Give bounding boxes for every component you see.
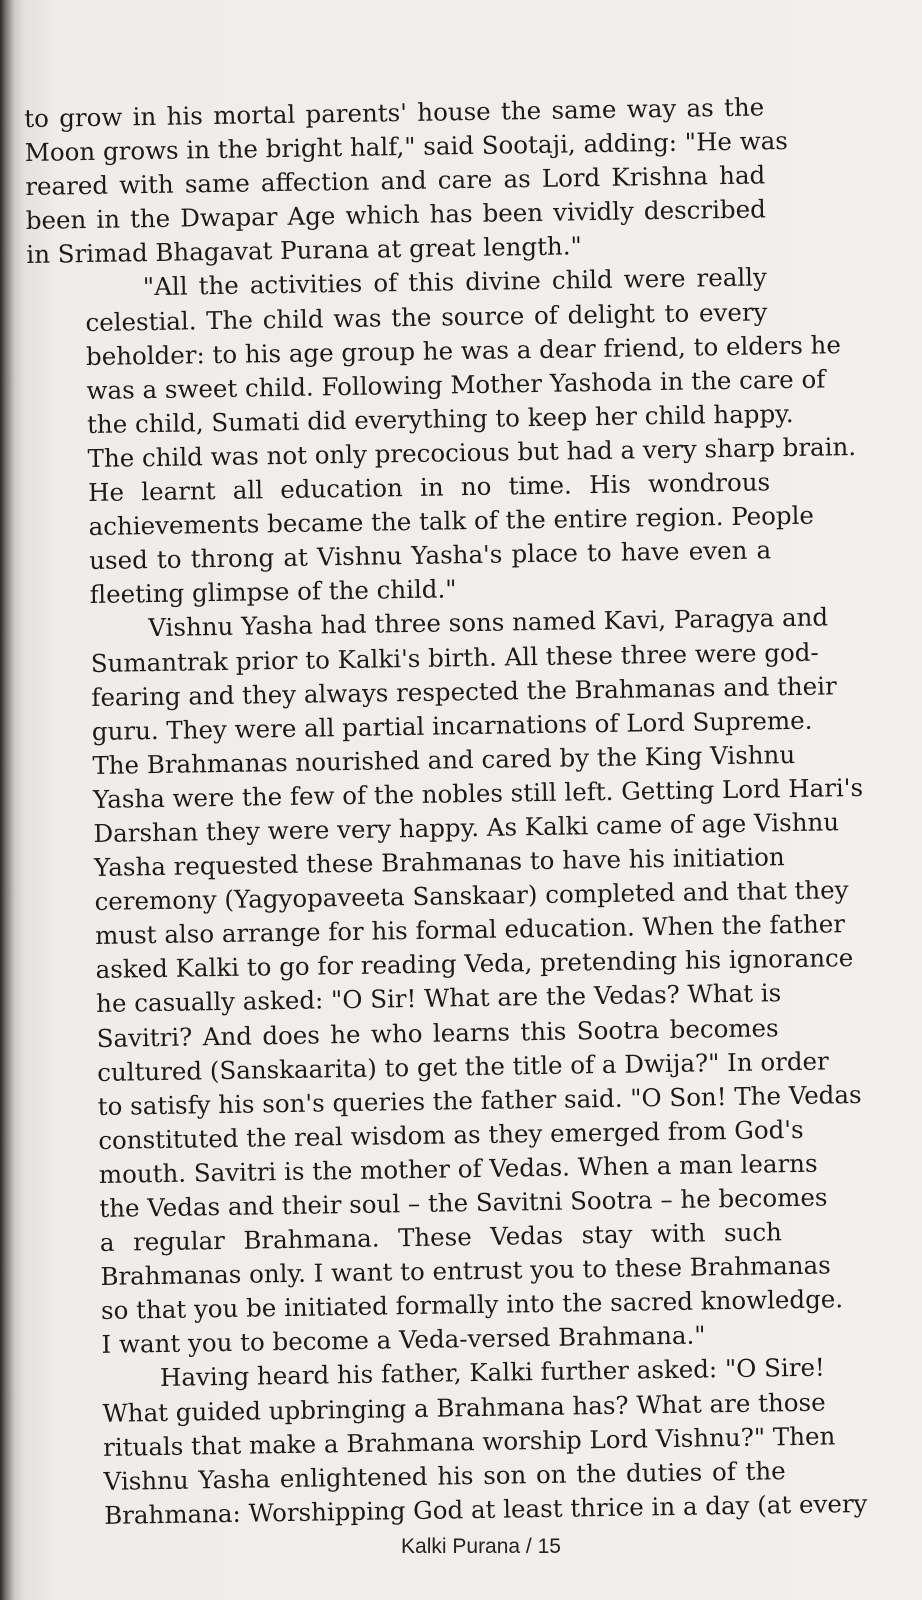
text-line: in Srimad Bhagavat Purana at great length." <box>26 231 582 270</box>
text-line: cultured (Sanskaarita) to get the title of a Dwija?" In order <box>97 1046 829 1087</box>
text-line: to grow in his mortal parents' house the same way as the <box>24 92 765 133</box>
text-line: to satisfy his son's queries the father said. "O Son! The Vedas <box>97 1079 862 1121</box>
text-line: Sumantrak prior to Kalki's birth. All these three were god- <box>90 637 819 678</box>
text-line: ceremony (Yagyopaveeta Sanskaar) completed and that they <box>94 875 849 917</box>
text-line: used to throng at Vishnu Yasha's place to have even a <box>88 535 772 576</box>
page-footer: Kalki Purana / 15 <box>401 1535 561 1558</box>
text-line: Vishnu Yasha enlightened his son on the duties of the <box>103 1455 786 1496</box>
text-line: beholder: to his age group he was a dear friend, to elders he <box>85 329 842 371</box>
text-line: The child was not only precocious but had a very sharp brain. <box>87 431 857 473</box>
text-line: asked Kalki to go for reading Veda, pretending his ignorance <box>95 943 854 985</box>
paragraph-1 <box>24 90 789 272</box>
text-line: achievements became the talk of the entire region. People <box>88 500 815 542</box>
page-body-text <box>24 90 868 1533</box>
text-line: the Vedas and their soul – the Savitni Sootra – he becomes <box>99 1182 828 1223</box>
text-line: Yasha requested these Brahmanas to have his initiation <box>93 842 785 883</box>
text-line: The Brahmanas nourished and cared by the King Vishnu <box>92 739 796 780</box>
text-line: Vishnu Yasha had three sons named Kavi, Paragya and <box>148 602 829 643</box>
text-line: rituals that make a Brahmana worship Lord Vishnu?" Then <box>102 1421 836 1462</box>
text-line: He learnt all education in no time. His wondrous <box>87 467 771 508</box>
paragraph-4 <box>44 1352 868 1534</box>
text-line: constituted the real wisdom as they emerged from God's <box>98 1114 804 1155</box>
text-line: fearing and they always respected the Brahmanas and their <box>91 670 837 712</box>
text-line: mouth. Savitri is the mother of Vedas. When a man learns <box>98 1148 818 1189</box>
text-line: "All the activities of this divine child were really <box>142 262 768 302</box>
text-line: Brahmanas only. I want to entrust you to these Brahmanas <box>100 1250 831 1292</box>
text-line: must also arrange for his formal education. When the father <box>94 909 846 951</box>
text-line: reared with same affection and care as Lord Krishna had <box>25 160 766 202</box>
text-line: Brahmana: Worshipping God at least thrice in a day (at every <box>103 1488 868 1530</box>
text-line: Darshan they were very happy. As Kalki came of age Vishnu <box>93 807 840 848</box>
text-line: Yasha were the few of the nobles still left. Getting Lord Hari's <box>92 772 864 814</box>
text-line: Moon grows in the bright half," said Sootaji, adding: "He was <box>24 126 789 168</box>
text-line: guru. They were all partial incarnations of Lord Supreme. <box>91 705 813 746</box>
text-line: Having heard his father, Kalki further asked: "O Sire! <box>159 1353 826 1393</box>
text-line: Savitri? And does he who learns this Sootra becomes <box>96 1012 779 1053</box>
text-line: What guided upbringing a Brahmana has? What are those <box>102 1387 826 1428</box>
paragraph-2 <box>27 261 857 614</box>
text-line: so that you be initiated formally into the sacred knowledge. <box>100 1284 844 1326</box>
text-line: was a sweet child. Following Mother Yashoda in the care of <box>86 364 826 405</box>
text-line: the child, Sumati did everything to keep her child happy. <box>86 398 794 439</box>
text-line: a regular Brahmana. These Vedas stay with such <box>99 1217 783 1258</box>
text-line: celestial. The child was the source of delight to every <box>85 296 768 337</box>
text-line: I want you to become a Veda-versed Brahmana." <box>101 1320 706 1360</box>
text-line: he casually asked: "O Sir! What are the Vedas? What is <box>95 978 782 1019</box>
text-line: been in the Dwapar Age which has been vividly described <box>25 194 767 236</box>
paragraph-3 <box>32 602 864 1364</box>
text-line: fleeting glimpse of the child." <box>89 574 457 610</box>
